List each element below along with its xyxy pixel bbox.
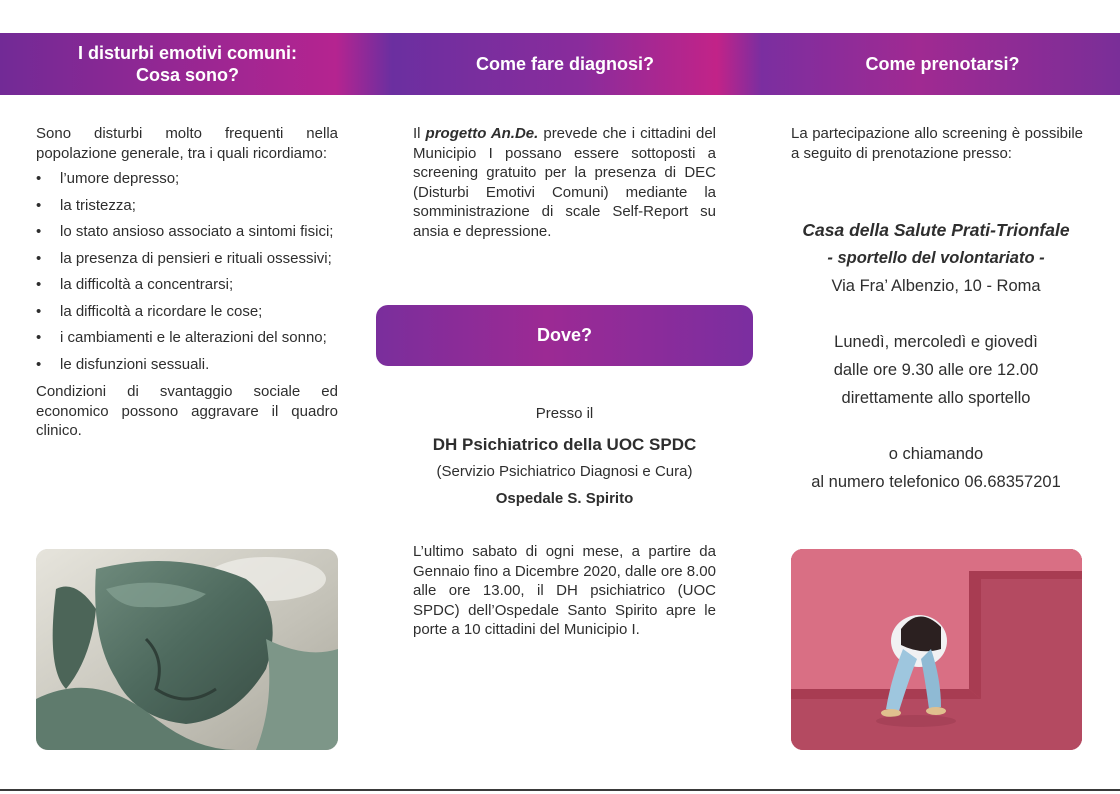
woman-photo — [791, 549, 1082, 750]
days-text: Lunedì, mercoledì e giovedì — [834, 333, 1038, 351]
column-diagnosi — [413, 124, 716, 241]
servizio-text: (Servizio Psichiatrico Diagnosi e Cura) — [436, 463, 693, 480]
sportello-text: - sportello del volontariato - — [827, 249, 1045, 267]
casa-salute: Casa della Salute Prati-Trionfale — [802, 220, 1070, 240]
project-description: prevede che i cittadini del Municipio I possano essere sottoposti a screening gratuito per la presenza di DEC (Disturbi Emotivi Comuni) mediante la somministrazione di scale Self-Report su ansia e depressione. — [413, 125, 717, 240]
column-disturbi — [36, 124, 338, 441]
booking-intro: La partecipazione allo screening è possibile a seguito di prenotazione presso: — [791, 125, 1083, 162]
header-title-disturbi — [40, 33, 335, 95]
schedule-text: L’ultimo sabato di ogni mese, a partire da Gennaio fino a Dicembre 2020, dalle ore 8.00 alle ore 13.00, il DH psichiatrico (UOC SPDC) dell’Ospedale Santo Spirito apre le porte a 10 cittadini del Municipio I. — [413, 543, 716, 638]
dove-title: Dove? — [536, 325, 592, 345]
list-item: • la tristezza; — [36, 196, 338, 216]
presso-text: Presso il — [535, 405, 594, 422]
symptom-list — [36, 169, 338, 374]
header-title-line2: Cosa sono? — [135, 65, 239, 85]
list-item: • i cambiamenti e le alterazioni del sonno; — [36, 328, 338, 348]
list-item: • la difficoltà a ricordare le cose; — [36, 302, 338, 322]
header-title-line1: I disturbi emotivi comuni: — [77, 43, 297, 63]
list-item: • lo stato ansioso associato a sintomi fisici; — [36, 222, 338, 242]
project-prefix: Il — [413, 125, 426, 142]
list-item: • l’umore depresso; — [36, 169, 338, 189]
header-title-prenotarsi: Come prenotarsi? — [865, 54, 1020, 74]
ospedale-text: Ospedale S. Spirito — [495, 490, 634, 507]
woman-image — [791, 549, 1082, 750]
phone-text: al numero telefonico 06.68357201 — [811, 473, 1061, 491]
intro-text: Sono disturbi molto frequenti nella popolazione generale, tra i quali ricordiamo: — [36, 125, 338, 162]
bottom-divider — [0, 789, 1120, 791]
header-title-diagnosi: Come fare diagnosi? — [475, 54, 655, 74]
list-item: • la difficoltà a concentrarsi; — [36, 275, 338, 295]
statue-photo — [36, 549, 338, 750]
dove-banner — [376, 305, 753, 366]
address-text: Via Fra’ Albenzio, 10 - Roma — [831, 277, 1041, 295]
list-item: • la presenza di pensieri e rituali ossessivi; — [36, 249, 338, 269]
location-block — [376, 404, 753, 509]
direct-text: direttamente allo sportello — [841, 389, 1031, 407]
or-call-text: o chiamando — [888, 445, 984, 463]
dh-name: DH Psichiatrico della UOC SPDC — [432, 435, 697, 454]
project-name: progetto An.De. — [425, 125, 539, 142]
hours-text: dalle ore 9.30 alle ore 12.00 — [833, 361, 1039, 379]
statue-image — [36, 549, 338, 750]
booking-contact — [780, 216, 1092, 496]
closing-text: Condizioni di svantaggio sociale ed economico possono aggravare il quadro clinico. — [36, 383, 338, 439]
list-item: • le disfunzioni sessuali. — [36, 355, 338, 375]
